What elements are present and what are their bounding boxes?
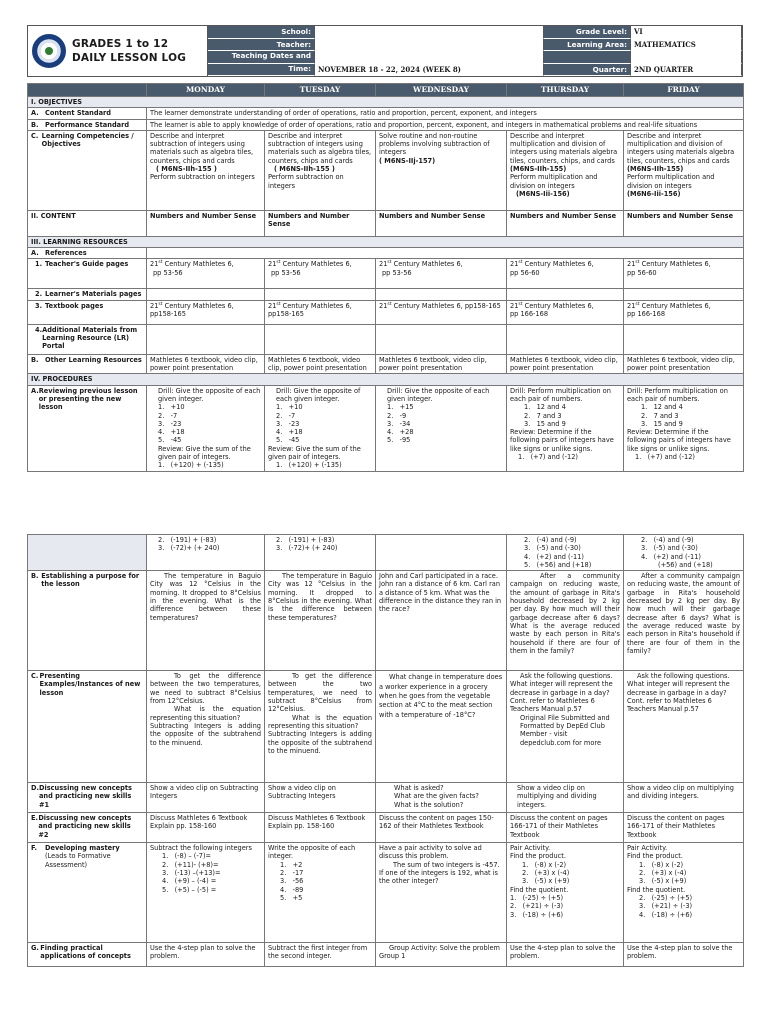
lesson-log-page-1 — [27, 25, 743, 472]
performance-standard-text: The learner is able to apply knowledge of order of operations, ratio and proportion, percent, exponent, and integers in mathematical problems and real-life situations — [147, 119, 744, 130]
tb-friday: 21st Century Mathletes 6, pp 166-168 — [624, 300, 744, 324]
quarter-value[interactable]: 2ND QUARTER — [630, 64, 742, 77]
area-label: Learning Area: — [544, 39, 630, 52]
mastery-tuesday: Write the opposite of each integer. 1. +2 2. -17 3. -56 4. -89 5. +5 — [265, 843, 376, 943]
tg-wednesday: 21st Century Mathletes 6, pp 53-56 — [376, 259, 507, 289]
content-friday: Numbers and Number Sense — [624, 210, 744, 236]
competency-thursday: Describe and interpret multiplication and division of integers using materials algebra tiles, counters, chips, and cards (M6NS-IIh-155) Perform multiplication and division on integers (M6NS-Iii-156) — [507, 130, 624, 210]
day-thursday: THURSDAY — [507, 84, 624, 97]
review-cont-thursday: 2. (-4) and (-9) 3. (-5) and (-30) 4. (+2) and (-11) 5. (+56) and (+18) — [507, 535, 624, 571]
deped-seal-icon — [32, 34, 66, 68]
review-cont-tuesday: 2. (-191) + (-83) 3. (-72)+ (+ 240) — [265, 535, 376, 571]
developing-mastery-sub: (Leads to Formative Assessment) — [45, 852, 111, 869]
review-thursday: Drill: Perform multiplication on each pair of numbers. 1. 12 and 4 2. 7 and 3 3. 15 and 9 Review: Determine if the following pairs of integers have like signs or unlike signs. 1. (+7) and (-12) — [507, 385, 624, 471]
day-friday: FRIDAY — [624, 84, 744, 97]
lesson-table-2: 2. (-191) + (-83) 3. (-72)+ (+ 240) 2. (-191) + (-83) 3. (-72)+ (+ 240) 2. (-4) and (-9) 3. (-5) and (-30) 4. (+2) and (-11) 5. (+56) and (+18) 2. (-4) and (-9) 3. (-5) and (-30) 4. (+2) and (-11) (+56) and (+18) B. Establishing a purpose for the lesson The temperature in Baguio City was 12 °Celsius in the morning. It dropped to 8°Celsius in the evening. What is the difference between these temperatures? The temperature in Baguio City was 12 °Celsius in the morning. It dropped to 8°Celsius in the evening. What is the difference between these temperatures? John and Carl participated in a race. John ran a distance of 6 km. Carl ran a distance of 5 km. What was the difference in the distance they ran in the race? After a community campaign on reducing waste, the amount of garbage in Rita's household decreased by 2 kg per day. By how much will their garbage decrease after 6 days? What is the average reduced waste by each person in Rita's household if there are four of them in the family? After a community campaign on reducing waste, the amount of garbage in Rita's household decreased by 2 kg per day. By how much will their garbage decrease after 6 days? What is the average reduced waste by each person in Rita's household if there are four of them in the family? C. Presenting Examples/Instances of new lesson To get the difference between the two temperatures, we need to subtract 8°Celsius from 12°Celsius. What is the equation representing this situation? Subtracting Integers is adding the opposite of the subtrahend to the minuend. To get the difference between the two temperatures, we need to subtract 8°Celsius from 12°Celsius. What is the equation representing this situation? Subtracting Integers is adding the opposite of the subtrahend to the minuend. What change in temperature does a worker experience in a grocery when he goes from the vegetable section at 4°C to the meat section with a temperature of -18°C? Ask the following questions. What integer will represent the decrease in garbage in a day? Cont. refer to Mathletes 6 Teachers Manual p.57 Original File Submitted and Formatted by DepEd Club Member - visit depedclub.com for more Ask the following questions. What integer will represent the decrease in garbage in a day? Cont. refer to Mathletes 6 Teachers Manual p.57 D. Discussing new concepts and practicing new skills #1 Show a video clip on Subtracting Integers Show a video clip on Subtracting Integers What is asked? What are the given facts? What is the solution? Show a video clip on multiplying and dividing integers. Show a video clip on multiplying and dividing integers. E. Discussing new concepts and practicing new skills #2 Discuss Mathletes 6 Textbook Explain pp. 158-160 Discuss Mathletes 6 Textbook Explain pp. 158-160 Discuss the content on pages 150-162 of their Mathletes Textbook Discuss the content on pages 166-171 of their Mathletes Textbook Discuss the content on pages 166-171 of their Mathletes Textbook F. Developing mastery (Leads to Formative Assessment) Subtract the following integers 1. (-8) – (-7)= 2. (+11)- (+8)= 3. (-13) –(+13)= 4. (+9) – (-4) = 5. (+5) – (-5) = Write the opposite of each integer. 1. +2 2. -17 3. -56 4. -89 5. +5 Have a pair activity to solve ad discuss this problem. The sum of two integers is -457. If one of the integers is 192, what is the other integer? Pair Activity. Find the product. 1. (-8) x (-2) 2. (+3) x (-4) 3. (-5) x (+9) Find the quotient. 1. (-25) ÷ (+5) 2. (+21) ÷ (-3) 3. (-18) ÷ (+6) Pair Activity. Find the product. 1. (-8) x (-2) 2. (+3) x (-4) 3. (-5) x (+9) Find the quotient. 2. (-25) ÷ (+5) 3. (+21) ÷ (-3) 4. (-18) ÷ (+6) G. Finding practical applications of concepts Use the 4-step plan to solve the problem. Subtract the first integer from the second integer. Group Activity: Solve the problem Group 1 Use the 4-step plan to solve the problem. Use the 4-step plan to solve the problem. — [27, 534, 744, 967]
purpose-tuesday: The temperature in Baguio City was 12 °Celsius in the morning. It dropped to 8°Celsius in the evening. What is the difference between these temperatures? — [265, 571, 376, 671]
discuss1-monday: Show a video clip on Subtracting Integers — [147, 783, 265, 813]
lesson-log-page-2 — [27, 534, 743, 967]
competency-friday: Describe and interpret multiplication and division of integers using materials algebra tiles, counters, chips and cards (M6NS-IIh-155) Perform multiplication and division on integers (M6N6-Iii-156) — [624, 130, 744, 210]
competency-monday: Describe and interpret subtraction of integers using materials such as algebra tiles, counters, chips and cards ( M6NS-IIh-155 ) Perform subtraction on integers — [147, 130, 265, 210]
olr-wednesday: Mathletes 6 textbook, video clip, power point presentation — [376, 354, 507, 374]
review-wednesday: Drill: Give the opposite of each given integer. 1. +15 2. -9 3. -34 4. +28 5. -95 — [376, 385, 507, 471]
practical-applications-label: Finding practical applications of concepts — [40, 944, 131, 961]
purpose-wednesday: John and Carl participated in a race. John ran a distance of 6 km. Carl ran a distance of 5 km. What was the difference in the distance they ran in the race? — [376, 571, 507, 671]
objectives-heading: I. OBJECTIVES — [28, 97, 744, 108]
olr-friday: Mathletes 6 textbook, video clip, power point presentation — [624, 354, 744, 374]
grade-value[interactable]: VI — [630, 26, 742, 39]
tb-thursday: 21st Century Mathletes 6, pp 166-168 — [507, 300, 624, 324]
content-monday: Numbers and Number Sense — [147, 210, 265, 236]
performance-standard-label: Performance Standard — [45, 120, 130, 129]
tb-wednesday: 21st Century Mathletes 6, pp158-165 — [376, 300, 507, 324]
header-fields — [208, 26, 742, 76]
presenting-monday: To get the difference between the two temperatures, we need to subtract 8°Celsius from 12°Celsius. What is the equation representing this situation? Subtracting Integers is adding the opposite of the subtrahend to the minuend. — [147, 671, 265, 783]
day-tuesday: TUESDAY — [265, 84, 376, 97]
area-value[interactable]: MATHEMATICS — [630, 39, 742, 52]
discuss2-monday: Discuss Mathletes 6 Textbook Explain pp. 158-160 — [147, 813, 265, 843]
review-monday: Drill: Give the opposite of each given integer. 1. +10 2. -7 3. -23 4. +18 5. -45 Review: Give the sum of the given pair of integers. 1. (+120) + (-135) — [147, 385, 265, 471]
review-tuesday: Drill: Give the opposite of each given integer. 1. +10 2. -7 3. -23 4. +18 5. -45 Review: Give the sum of the given pair of integers. 1. (+120) + (-135) — [265, 385, 376, 471]
day-header-row — [28, 84, 744, 97]
day-monday: MONDAY — [147, 84, 265, 97]
mastery-friday: Pair Activity. Find the product. 1. (-8) x (-2) 2. (+3) x (-4) 3. (-5) x (+9) Find the quotient. 2. (-25) ÷ (+5) 3. (+21) ÷ (-3) 4. (-18) ÷ (+6) — [624, 843, 744, 943]
tg-thursday: 21st Century Mathletes 6, pp 56-60 — [507, 259, 624, 289]
procedures-heading: IV. PROCEDURES — [28, 374, 744, 385]
tg-friday: 21st Century Mathletes 6, pp 56-60 — [624, 259, 744, 289]
learners-materials-label: Learner's Materials pages — [45, 290, 142, 299]
tb-monday: 21st Century Mathletes 6, pp158-165 — [147, 300, 265, 324]
discussing-1-label: Discussing new concepts and practicing new skills #1 — [38, 784, 132, 809]
textbook-pages-label: Textbook pages — [45, 301, 104, 310]
discussing-2-label: Discussing new concepts and practicing new skills #2 — [38, 814, 132, 839]
presenting-thursday: Ask the following questions. What integer will represent the decrease in garbage in a day? Cont. refer to Mathletes 6 Teachers Manual p.57 Original File Submitted and Formatted by DepEd Club Member - visit depedclub.com for more — [507, 671, 624, 783]
school-value[interactable] — [314, 26, 544, 39]
purpose-friday: After a community campaign on reducing waste, the amount of garbage in Rita's household decreased by 2 kg per day. By how much will their garbage decrease after 6 days? What is the average reduced waste by each person in Rita's household if there are four of them in the family? — [624, 571, 744, 671]
content-wednesday: Numbers and Number Sense — [376, 210, 507, 236]
olr-thursday: Mathletes 6 textbook, video clip, power point presentation — [507, 354, 624, 374]
apply-friday: Use the 4-step plan to solve the problem. — [624, 943, 744, 967]
lesson-table-1: MONDAY TUESDAY WEDNESDAY THURSDAY FRIDAY I. OBJECTIVES A. Content Standard The learner demonstrate understanding of order of operations, ratio and proportion, percent, exponent, and integers B. Performance Standard The learner is able to apply knowledge of order of operations, ratio and proportion, percent, exponent, and integers in mathematical problems and real-life situations C. Learning Competencies / Objectives Describe and interpret subtraction of integers using materials such as algebra tiles, counters, chips and cards ( M6NS-IIh-155 ) Perform subtraction on integers Describe and interpret subtraction of integers using materials such as algebra tiles, counters, chips and cards ( M6NS-IIh-155 ) Perform subtraction on integers Solve routine and non-routine problems involving subtraction of integers ( M6NS-IIj-157) Describe and interpret multiplication and division of integers using materials algebra tiles, counters, chips, and cards (M6NS-IIh-155) Perform multiplication and division on integers (M6NS-Iii-156) Describe and interpret multiplication and division of integers using materials algebra tiles, counters, chips and cards (M6NS-IIh-155) Perform multiplication and division on integers (M6N6-Iii-156) II. CONTENT Numbers and Number Sense Numbers and Number Sense Numbers and Number Sense Numbers and Number Sense Numbers and Number Sense III. LEARNING RESOURCES A. References 1. Teacher's Guide pages 21st Century Mathletes 6, pp 53-56 21st Century Mathletes 6, pp 53-56 21st Century Mathletes 6, pp 53-56 21st Century Mathletes 6, pp 56-60 21st Century Mathletes 6, pp 56-60 2. Learner's Materials pages 3. Textbook pages 21st Century Mathletes 6, pp158-165 21st Century Mathletes 6, pp158-165 21st Century Mathletes 6, pp158-165 21st Century Mathletes 6, pp 166-168 21st Century Mathletes 6, pp 166-168 4. Additional Materials from Learning Resource (LR) Portal B. Other Learning Resources Mathletes 6 textbook, video clip, power point presentation Mathletes 6 textbook, video clip, power point presentation Mathletes 6 textbook, video clip, power point presentation Mathletes 6 textbook, video clip, power point presentation Mathletes 6 textbook, video clip, power point presentation IV. PROCEDURES A. Reviewing previous lesson or presenting the new lesson Drill: Give the opposite of each given integer. 1. +10 2. -7 3. -23 4. +18 5. -45 Review: Give the sum of the given pair of integers. 1. (+120) + (-135) Drill: Give the opposite of each given integer. 1. +10 2. -7 3. -23 4. +18 5. -45 Review: Give the sum of the given pair of integers. 1. (+120) + (-135) Drill: Give the opposite of each given integer. 1. +15 2. -9 3. -34 4. +28 5. -95 Drill: Perform multiplication on each pair of numbers. 1. 12 and 4 2. 7 and 3 3. 15 and 9 Review: Determine if the following pairs of integers have like signs or unlike signs. 1. (+7) and (-12) Drill: Perform multiplication on each pair of numbers. 1. 12 and 4 2. 7 and 3 3. 15 and 9 Review: Determine if the following pairs of integers have like signs or unlike signs. 1. (+7) and (-12) — [27, 83, 744, 472]
title-line-1: GRADES 1 to 12 — [72, 38, 169, 50]
content-thursday: Numbers and Number Sense — [507, 210, 624, 236]
quarter-label: Quarter: — [544, 64, 630, 77]
dates-label-2: Time: — [208, 64, 314, 77]
other-resources-label: Other Learning Resources — [45, 355, 142, 364]
olr-tuesday: Mathletes 6 textbook, video clip, power point presentation — [265, 354, 376, 374]
discuss2-friday: Discuss the content on pages 166-171 of their Mathletes Textbook — [624, 813, 744, 843]
apply-wednesday: Group Activity: Solve the problem Group 1 — [376, 943, 507, 967]
discuss1-friday: Show a video clip on multiplying and dividing integers. — [624, 783, 744, 813]
apply-thursday: Use the 4-step plan to solve the problem. — [507, 943, 624, 967]
references-label: References — [45, 249, 87, 258]
day-wednesday: WEDNESDAY — [376, 84, 507, 97]
header — [27, 25, 743, 77]
review-cont-monday: 2. (-191) + (-83) 3. (-72)+ (+ 240) — [147, 535, 265, 571]
presenting-wednesday: What change in temperature does a worker experience in a grocery when he goes from the vegetable section at 4°C to the meat section with a temperature of -18°C? — [376, 671, 507, 783]
content-tuesday: Numbers and Number Sense — [265, 210, 376, 236]
review-friday: Drill: Perform multiplication on each pair of numbers. 1. 12 and 4 2. 7 and 3 3. 15 and 9 Review: Determine if the following pairs of integers have like signs or unlike signs. 1. (+7) and (-12) — [624, 385, 744, 471]
teacher-value[interactable] — [314, 39, 544, 52]
tg-tuesday: 21st Century Mathletes 6, pp 53-56 — [265, 259, 376, 289]
presenting-friday: Ask the following questions. What integer will represent the decrease in garbage in a day? Cont. refer to Mathletes 6 Teachers Manual p.57 — [624, 671, 744, 783]
review-cont-friday: 2. (-4) and (-9) 3. (-5) and (-30) 4. (+2) and (-11) (+56) and (+18) — [624, 535, 744, 571]
purpose-label: Establishing a purpose for the lesson — [41, 572, 140, 589]
grade-label: Grade Level: — [544, 26, 630, 39]
dates-value[interactable]: NOVEMBER 18 - 22, 2024 (WEEK 8) — [314, 64, 544, 77]
discuss1-wednesday: What is asked? What are the given facts? What is the solution? — [376, 783, 507, 813]
tb-tuesday: 21st Century Mathletes 6, pp158-165 — [265, 300, 376, 324]
apply-monday: Use the 4-step plan to solve the problem. — [147, 943, 265, 967]
olr-monday: Mathletes 6 textbook, video clip, power point presentation — [147, 354, 265, 374]
presenting-label: Presenting Examples/Instances of new lesson — [39, 672, 141, 697]
developing-mastery-label: Developing mastery — [45, 844, 120, 853]
competency-wednesday: Solve routine and non-routine problems involving subtraction of integers ( M6NS-IIj-157) — [376, 130, 507, 210]
mastery-wednesday: Have a pair activity to solve ad discuss this problem. The sum of two integers is -457. If one of the integers is 192, what is the other integer? — [376, 843, 507, 943]
reviewing-label: Reviewing previous lesson or presenting the new lesson — [38, 386, 138, 412]
apply-tuesday: Subtract the first integer from the second integer. — [265, 943, 376, 967]
content-heading: II. CONTENT — [28, 210, 147, 236]
competency-tuesday: Describe and interpret subtraction of integers using materials such as algebra tiles, counters, chips and cards ( M6NS-IIh-155 ) Perform subtraction on integers — [265, 130, 376, 210]
discuss1-tuesday: Show a video clip on Subtracting Integers — [265, 783, 376, 813]
tg-monday: 21st Century Mathletes 6, pp 53-56 — [147, 259, 265, 289]
teacher-label: Teacher: — [208, 39, 314, 52]
mastery-monday: Subtract the following integers 1. (-8) – (-7)= 2. (+11)- (+8)= 3. (-13) –(+13)= 4. (+9) – (-4) = 5. (+5) – (-5) = — [147, 843, 265, 943]
school-label: School: — [208, 26, 314, 39]
dates-label-1: Teaching Dates and — [208, 51, 314, 64]
mastery-thursday: Pair Activity. Find the product. 1. (-8) x (-2) 2. (+3) x (-4) 3. (-5) x (+9) Find the quotient. 1. (-25) ÷ (+5) 2. (+21) ÷ (-3) 3. (-18) ÷ (+6) — [507, 843, 624, 943]
discuss2-thursday: Discuss the content on pages 166-171 of their Mathletes Textbook — [507, 813, 624, 843]
content-standard-label: Content Standard — [45, 109, 112, 118]
purpose-monday: The temperature in Baguio City was 12 °Celsius in the morning. It dropped to 8°Celsius in the evening. What is the difference between these temperatures? — [147, 571, 265, 671]
resources-heading: III. LEARNING RESOURCES — [28, 236, 744, 247]
discuss1-thursday: Show a video clip on multiplying and dividing integers. — [507, 783, 624, 813]
discuss2-wednesday: Discuss the content on pages 150-162 of their Mathletes Textbook — [376, 813, 507, 843]
purpose-thursday: After a community campaign on reducing waste, the amount of garbage in Rita's household decreased by 2 kg per day. By how much will their garbage decrease after 6 days? What is the average reduced waste by each person in Rita's household if there are four of them in the family? — [507, 571, 624, 671]
discuss2-tuesday: Discuss Mathletes 6 Textbook Explain pp. 158-160 — [265, 813, 376, 843]
competencies-label: Learning Competencies / Objectives — [41, 131, 134, 149]
title-line-2: DAILY LESSON LOG — [72, 52, 187, 64]
content-standard-text: The learner demonstrate understanding of order of operations, ratio and proportion, percent, exponent, and integers — [147, 108, 744, 119]
additional-materials-label: Additional Materials from Learning Resource (LR) Portal — [42, 325, 138, 351]
presenting-tuesday: To get the difference between the two temperatures, we need to subtract 8°Celsius from 12°Celsius. What is the equation representing this situation? Subtracting Integers is adding the opposite of the subtrahend to the minuend. — [265, 671, 376, 783]
teachers-guide-label: Teacher's Guide pages — [45, 260, 129, 269]
